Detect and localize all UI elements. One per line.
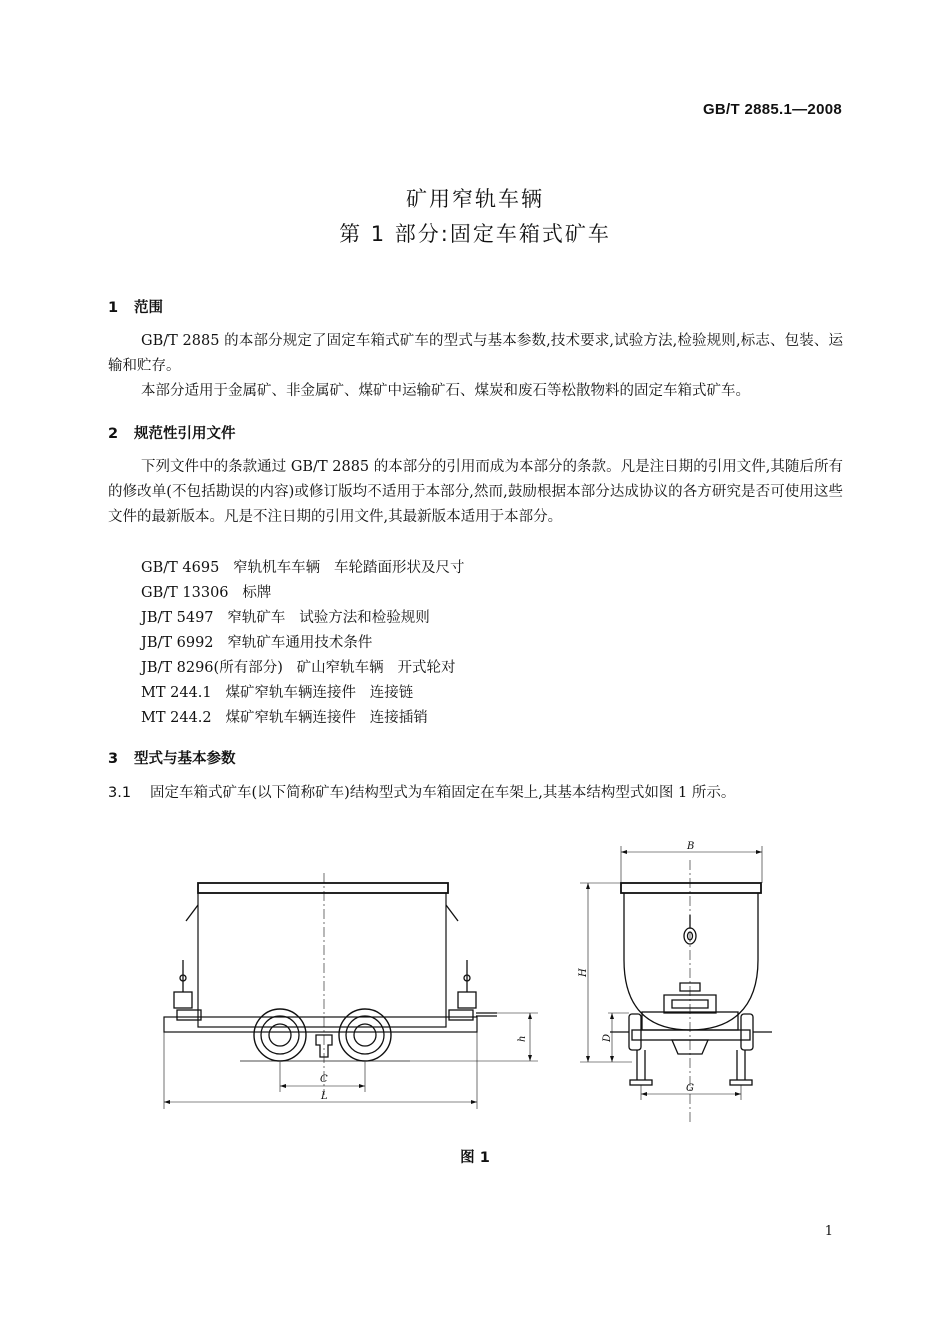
- clause-number: 3.1: [108, 785, 132, 801]
- dimension-label-d: D: [602, 1033, 613, 1042]
- figure-caption: 图 1: [460, 1150, 490, 1166]
- section-number: 3: [108, 751, 119, 767]
- section-2-paragraph-1: 下列文件中的条款通过 GB/T 2885 的本部分的引用而成为本部分的条款。凡是注日期的引用文件,其随后所有的修改单(不包括勘误的内容)或修订版均不适用于本部分,然而,鼓励根据本部分达成协议的各方研究是否可使用这些文件的最新版本。凡是不注日期的引用文件,其最新版本适用于本部分。: [108, 459, 843, 525]
- document-title-line2: 第 1 部分:固定车箱式矿车: [339, 222, 611, 246]
- reference-item: MT 244.1 煤矿窄轨车辆连接件 连接链: [141, 685, 414, 701]
- section-1-paragraph-1: GB/T 2885 的本部分规定了固定车箱式矿车的型式与基本参数,技术要求,试验方法,检验规则,标志、包装、运输和贮存。: [108, 333, 843, 374]
- document-title-line1: 矿用窄轨车辆: [406, 187, 544, 211]
- clause-text: 固定车箱式矿车(以下简称矿车)结构型式为车箱固定在车架上,其基本结构型式如图 1 所示。: [150, 785, 736, 801]
- reference-item: JB/T 6992 窄轨矿车通用技术条件: [141, 635, 373, 651]
- page-number: 1: [824, 1224, 833, 1239]
- reference-item: MT 244.2 煤矿窄轨车辆连接件 连接插销: [141, 710, 428, 726]
- reference-item: JB/T 5497 窄轨矿车 试验方法和检验规则: [141, 610, 430, 626]
- section-title: 范围: [134, 300, 163, 316]
- section-1-paragraph-2: 本部分适用于金属矿、非金属矿、煤矿中运输矿石、煤炭和废石等松散物料的固定车箱式矿车。: [141, 383, 750, 399]
- section-title: 型式与基本参数: [134, 751, 236, 767]
- section-title: 规范性引用文件: [134, 426, 236, 442]
- dimension-label-l: L: [321, 1091, 328, 1102]
- section-number: 2: [108, 426, 119, 442]
- section-number: 1: [108, 300, 119, 316]
- side-view: [164, 873, 538, 1109]
- front-view: [580, 846, 772, 1125]
- dimension-label-h-small: h: [517, 1035, 528, 1042]
- reference-item: JB/T 8296(所有部分) 矿山窄轨车辆 开式轮对: [141, 660, 456, 676]
- dimension-label-h-big: H: [578, 968, 589, 977]
- dimension-label-b: B: [687, 841, 695, 852]
- reference-item: GB/T 13306 标牌: [141, 585, 272, 601]
- standard-number: GB/T 2885.1—2008: [702, 101, 842, 118]
- dimension-label-g: G: [686, 1083, 694, 1094]
- dimension-label-c: C: [320, 1074, 328, 1085]
- reference-item: GB/T 4695 窄轨机车车辆 车轮踏面形状及尺寸: [141, 560, 465, 576]
